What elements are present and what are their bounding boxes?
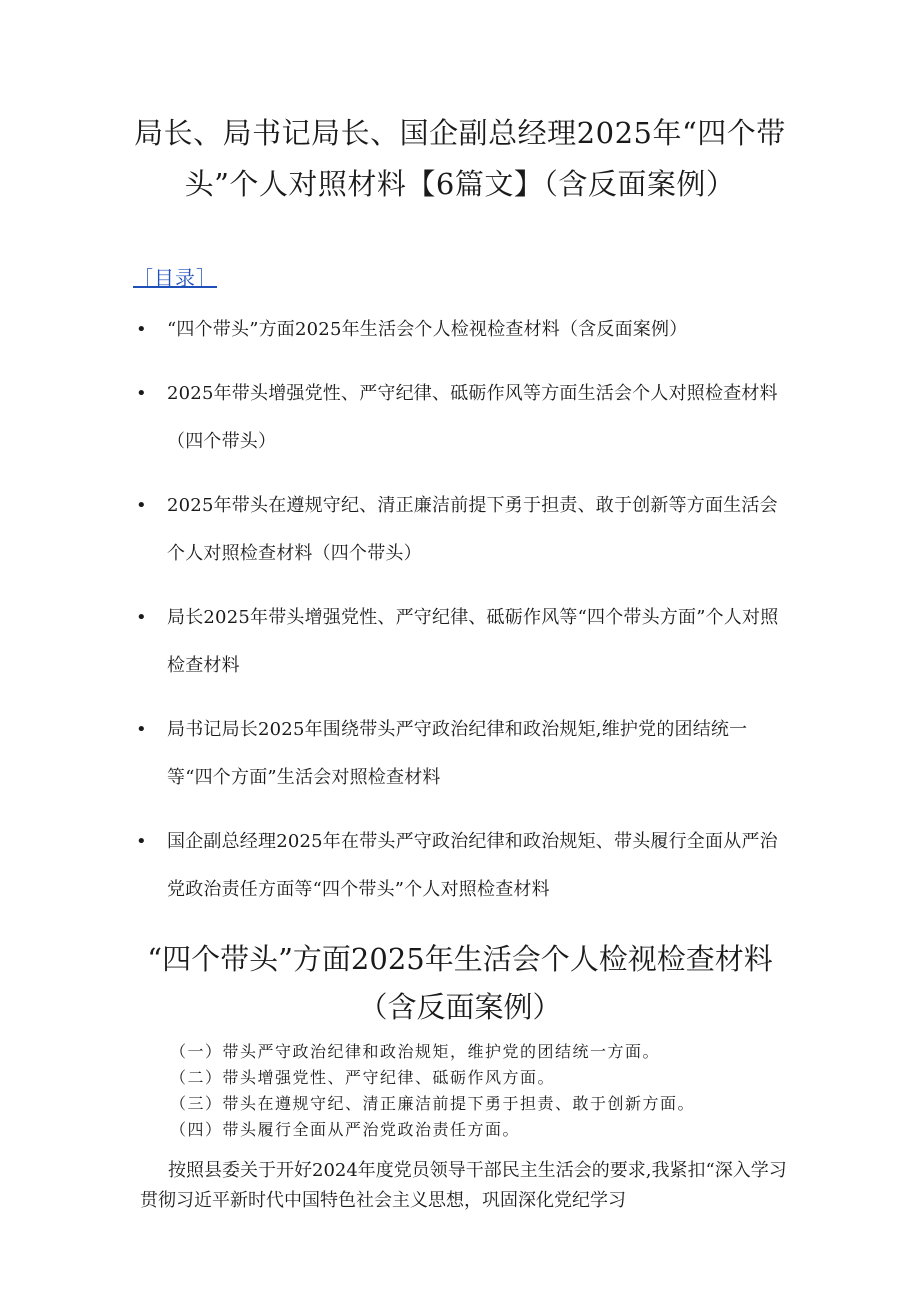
bullet-icon: • [136, 831, 147, 852]
document-title: 局长、局书记局长、国企副总经理2025年“四个带头”个人对照材料【6篇文】（含反面案例） [134, 116, 786, 201]
toc-item-label: “四个带头”方面2025年生活会个人检视检查材料（含反面案例） [167, 319, 688, 340]
bullet-icon: • [136, 607, 147, 628]
point-item: （四）带头履行全面从严治党政治责任方面。 [170, 1120, 521, 1139]
section-title [110, 935, 810, 1031]
bullet-icon: • [136, 319, 147, 340]
point-item: （二）带头增强党性、严守纪律、砥砺作风方面。 [170, 1068, 556, 1087]
point-item: （三）带头在遵规守纪、清正廉洁前提下勇于担责、敢于创新方面。 [170, 1094, 696, 1113]
toc-item[interactable] [0, 482, 920, 578]
points-list [170, 1039, 790, 1143]
toc-item-label: 2025年带头增强党性、严守纪律、砥砺作风等方面生活会个人对照检查材料（四个带头） [167, 383, 778, 452]
toc-item[interactable] [0, 594, 920, 690]
toc-item[interactable] [0, 306, 920, 354]
toc-item-label: 2025年带头在遵规守纪、清正廉洁前提下勇于担责、敢于创新等方面生活会个人对照检查材料（四个带头） [167, 495, 778, 564]
toc-list [0, 306, 920, 930]
toc-item-label: 局书记局长2025年围绕带头严守政治纪律和政治规矩,维护党的团结统一等“四个方面”生活会对照检查材料 [167, 719, 748, 788]
section-subtitle: （含反面案例） [358, 990, 562, 1024]
toc-link[interactable]: ［目录］ [133, 266, 217, 290]
point-item: （一）带头严守政治纪律和政治规矩，维护党的团结统一方面。 [170, 1042, 661, 1061]
bullet-icon: • [136, 383, 147, 404]
bullet-icon: • [136, 495, 147, 516]
body-paragraph: 按照县委关于开好2024年度党员领导干部民主生活会的要求,我紧扣“深入学习贯彻习近平新时代中国特色社会主义思想，巩固深化党纪学习 [140, 1160, 787, 1211]
toc-item[interactable] [0, 370, 920, 466]
toc-item-label: 局长2025年带头增强党性、严守纪律、砥砺作风等“四个带头方面”个人对照检查材料 [167, 607, 779, 676]
section-title-line: “四个带头”方面2025年生活会个人检视检查材料 [147, 942, 773, 976]
toc-item-label: 国企副总经理2025年在带头严守政治纪律和政治规矩、带头履行全面从严治党政治责任方面等“四个带头”个人对照检查材料 [167, 831, 778, 900]
bullet-icon: • [136, 719, 147, 740]
toc-item[interactable] [0, 818, 920, 914]
toc-item[interactable] [0, 706, 920, 802]
